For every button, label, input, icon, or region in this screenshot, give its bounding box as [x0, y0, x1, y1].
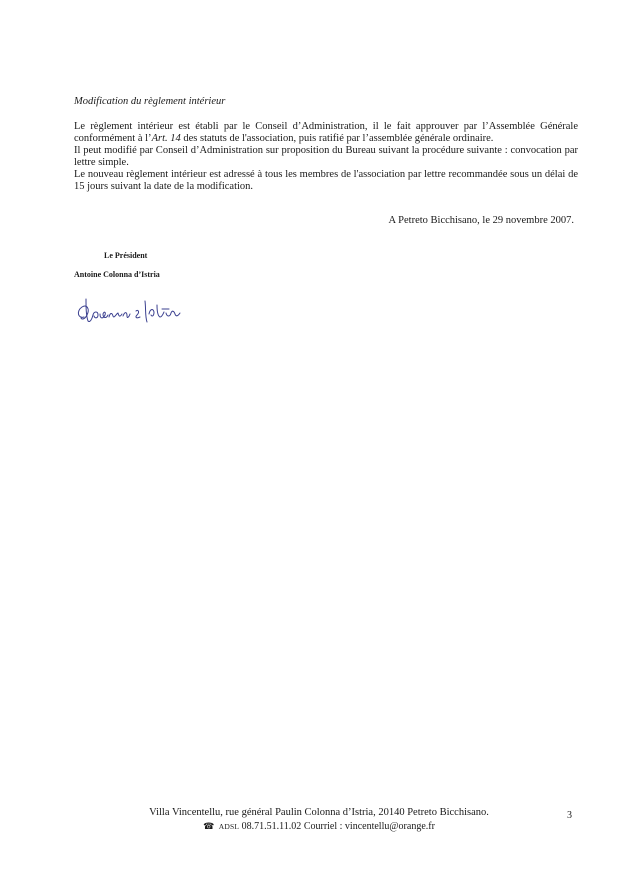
paragraph-establishment: [74, 121, 578, 146]
footer-contact: [0, 821, 638, 832]
signatory-title: Le Président: [104, 251, 148, 260]
footer-address: Villa Vincentellu, rue général Paulin Colonna d’Istria, 20140 Petreto Bicchisano.: [149, 807, 489, 818]
place-and-date: A Petreto Bicchisano, le 29 novembre 2007.: [388, 215, 574, 226]
page-number: 3: [567, 810, 572, 821]
article-reference: Art. 14: [151, 133, 181, 145]
paragraph-notification: Le nouveau règlement intérieur est adressé à tous les membres de l'association par lettre recommandée sous un délai de 15 jours suivant la date de la modification.: [74, 169, 578, 193]
adsl-label: ADSL: [218, 822, 240, 831]
signatory-name: Antoine Colonna d’Istria: [74, 270, 160, 279]
paragraph-modification: Il peut modifié par Conseil d’Administration sur proposition du Bureau suivant la procédure suivante : convocation par lettre simple.: [74, 145, 578, 169]
telephone-icon: ☎: [203, 821, 215, 831]
email-address: vincentellu@orange.fr: [344, 821, 435, 832]
paragraph-text: des statuts de l'association, puis ratifié par l’assemblée générale ordinaire.: [180, 133, 494, 145]
phone-number: 08.71.51.11.02: [241, 821, 302, 832]
section-heading: Modification du règlement intérieur: [74, 96, 226, 107]
handwritten-signature: [74, 295, 184, 327]
email-label: Courriel :: [303, 821, 343, 832]
paragraph-text: Le règlement intérieur est établi par le Conseil d’Administration, il le fait approuver par l’Assemblée Générale conformément à l’: [74, 121, 578, 145]
